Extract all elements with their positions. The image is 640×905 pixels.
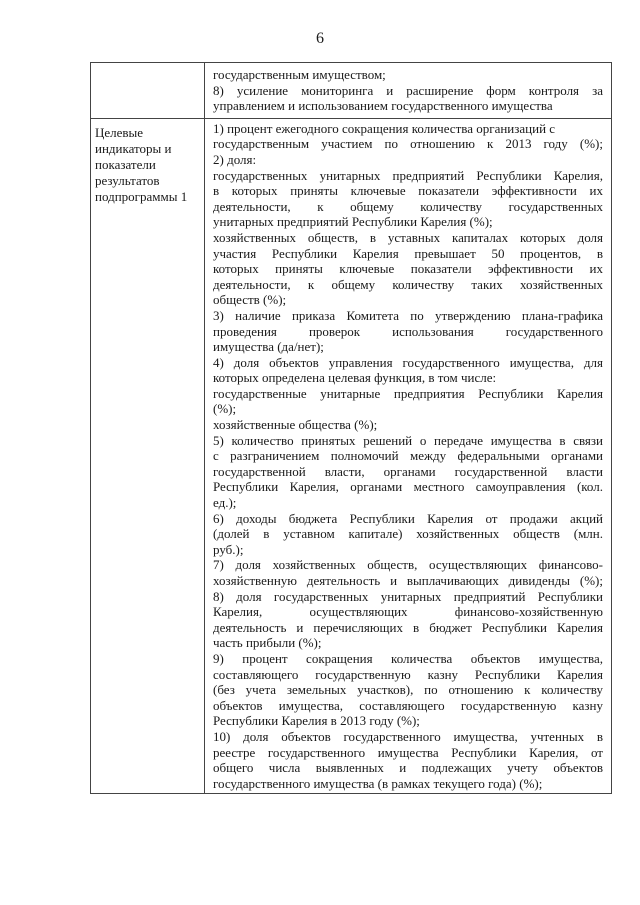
text-line: имущества (да/нет); xyxy=(213,339,324,355)
text-line: хозяйственных обществ, в уставных капиталах которых доля xyxy=(213,229,603,245)
indicator-label-line: результатов xyxy=(95,172,160,188)
text-line: управлением и использованием государственного имущества xyxy=(213,98,553,114)
text-line: (без учета земельных участков), по отношению к количеству xyxy=(213,682,603,698)
text-line: 10) доля объектов государственного имущества, учтенных в xyxy=(213,728,603,744)
text-line: объектов имущества, составляющего государственную казну xyxy=(213,697,603,713)
text-line: которых приняты ключевые показатели эффективности их xyxy=(213,261,603,277)
text-line: 8) доля государственных унитарных предприятий Республики xyxy=(213,588,603,604)
text-line: 1) процент ежегодного сокращения количества организаций с xyxy=(213,120,556,136)
text-line: 7) доля хозяйственных обществ, осуществляющих финансово- xyxy=(213,557,603,573)
text-line: государственной власти, органами государственной власти xyxy=(213,463,603,479)
text-line: хозяйственные общества (%); xyxy=(213,417,378,433)
indicator-label-line: Целевые xyxy=(95,124,144,140)
text-line: с разграничением полномочий между федеральными органами xyxy=(213,448,603,464)
text-line: деятельности, к общему количеству государственных xyxy=(213,198,603,214)
text-line: часть прибыли (%); xyxy=(213,635,322,651)
text-line: государственным участием по отношению к 2013 году (%); xyxy=(213,136,603,152)
text-line: государственные унитарные предприятия Республики Карелия xyxy=(213,385,603,401)
text-line: деятельность и перечисляющих в бюджет Республики Карелия xyxy=(213,619,603,635)
text-line: Республики Карелия в 2013 году (%); xyxy=(213,713,420,729)
table-row-continuation xyxy=(91,63,612,119)
text-line: 8) усиление мониторинга и расширение форм контроля за xyxy=(213,82,603,98)
text-line: руб.); xyxy=(213,541,244,557)
text-line: проведения проверок использования государственного xyxy=(213,323,603,339)
text-line: деятельности, к общему количеству таких хозяйственных xyxy=(213,276,603,292)
text-line: 5) количество принятых решений о передаче имущества в связи xyxy=(213,432,603,448)
indicator-label-line: индикаторы и xyxy=(95,140,172,156)
row1-left-cell xyxy=(91,63,205,119)
table-row-indicators xyxy=(91,118,612,794)
indicator-label-line: подпрограммы 1 xyxy=(95,188,188,204)
text-line: общего числа выявленных и подлежащих учету объектов xyxy=(213,760,603,776)
page-number: 6 xyxy=(316,30,324,47)
text-line: в которых приняты ключевые показатели эффективности их xyxy=(213,183,603,199)
indicator-label-line: показатели xyxy=(95,156,156,172)
row2-right-cell xyxy=(205,118,612,794)
text-line: которых определена целевая функция, в том числе: xyxy=(213,370,497,386)
text-line: 2) доля: xyxy=(213,151,257,167)
text-line: государственного имущества (в рамках текущего года) (%); xyxy=(213,775,543,791)
text-line: Карелия, осуществляющих финансово-хозяйственную xyxy=(213,604,603,620)
text-line: унитарных предприятий Республики Карелия (%); xyxy=(213,214,493,230)
text-line: (%); xyxy=(213,401,237,417)
text-line: государственным имуществом; xyxy=(213,67,386,82)
row2-left-cell xyxy=(91,118,205,794)
text-line: 4) доля объектов управления государственного имущества, для xyxy=(213,354,603,370)
text-line: хозяйственную деятельность и выплачивающих дивиденды (%); xyxy=(213,573,603,588)
program-table xyxy=(90,62,612,794)
text-line: 9) процент сокращения количества объектов имущества, xyxy=(213,650,603,666)
text-line: составляющего государственную казну Республики Карелия xyxy=(213,666,603,682)
text-line: участия Республики Карелия превышает 50 процентов, в xyxy=(213,245,603,261)
text-line: Республики Карелия, органами местного самоуправления (кол. xyxy=(213,479,603,495)
text-line: (долей в уставном капитале) хозяйственных обществ (млн. xyxy=(213,526,603,542)
text-line: государственных унитарных предприятий Республики Карелия, xyxy=(213,167,603,183)
text-line: ед.); xyxy=(213,495,237,511)
text-line: реестре государственного имущества Республики Карелия, от xyxy=(213,744,603,760)
row1-right-cell xyxy=(205,63,612,119)
text-line: 3) наличие приказа Комитета по утверждению плана-графика xyxy=(213,307,603,323)
text-line: обществ (%); xyxy=(213,292,287,308)
text-line: 6) доходы бюджета Республики Карелия от продажи акций xyxy=(213,510,603,526)
